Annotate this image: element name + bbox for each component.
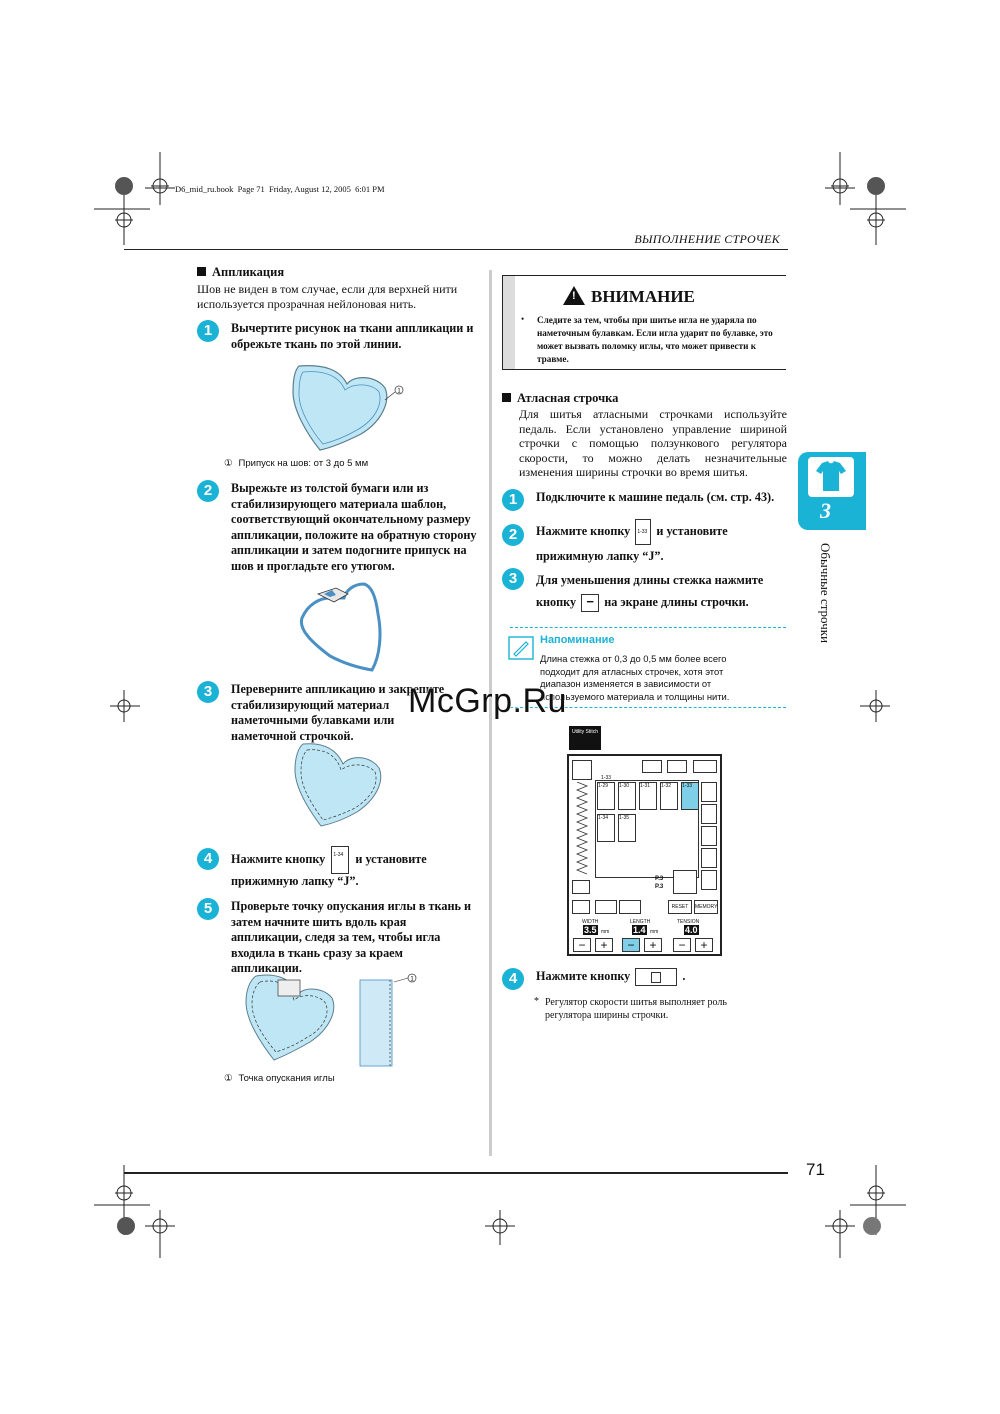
right-step-1-text: Подключите к машине педаль (см. стр. 43). xyxy=(536,490,775,504)
chapter-number: 3 xyxy=(820,498,831,523)
warning-bullet: • xyxy=(521,314,525,324)
tension-value: 4.0 xyxy=(685,925,698,935)
tension-plus-button[interactable]: + xyxy=(695,938,713,952)
caption-seam-allowance: ① Припуск на шов: от 3 до 5 мм xyxy=(224,458,369,469)
tension-minus-button[interactable]: − xyxy=(673,938,691,952)
width-minus-button[interactable]: − xyxy=(573,938,591,952)
length-minus-button[interactable]: − xyxy=(622,938,640,952)
applique-iron-illustration xyxy=(290,578,390,674)
step-4-text-before: Нажмите кнопку xyxy=(231,851,326,866)
stitch-1-29[interactable]: 1-29 xyxy=(597,782,615,810)
svg-text:1: 1 xyxy=(410,976,414,983)
width-unit: mm xyxy=(601,929,610,935)
caption-marker: ① xyxy=(224,458,233,469)
machine-screen xyxy=(567,726,722,956)
running-title: ВЫПОЛНЕНИЕ СТРОЧЕК xyxy=(634,232,780,246)
stitch-grid-frame xyxy=(595,780,699,878)
right-step-3-after: на экране длины строчки. xyxy=(604,595,749,609)
reset-button[interactable]: RESET xyxy=(668,900,692,914)
satin-intro: Для шитья атласными строчками используйте педаль. Если установлено управление шириной строчки с помощью ползункового регулятора скорости, то можно делать незначительные изменения ширины строчки во время шитья. xyxy=(519,407,787,479)
page-label-1: P.3 xyxy=(655,876,664,882)
applique-pinned-illustration xyxy=(285,740,395,835)
memo-title: Напоминание xyxy=(540,634,615,646)
footer-rule xyxy=(124,1172,788,1174)
stitch-button-1-33-icon[interactable] xyxy=(635,519,651,545)
page-label-2: P.3 xyxy=(655,884,664,890)
step-badge-1: 1 xyxy=(197,320,219,342)
step-4-text-after: и установите прижимную лапку “J”. xyxy=(231,851,427,888)
section-title-applique: Аппликация xyxy=(197,265,284,280)
stitch-category-buttonhole[interactable] xyxy=(701,848,717,868)
stitch-button-1-33-label: 1-33 xyxy=(637,529,648,535)
footnote-marker: * xyxy=(534,996,539,1007)
watermark: McGrp.Ru xyxy=(408,682,567,720)
right-step-2-after: и установите прижимную лапку “J”. xyxy=(536,523,728,563)
length-plus-button[interactable]: + xyxy=(644,938,662,952)
step-2-text: Вырежьте из толстой бумаги или из стабилизирующего материала шаблон, соответствующий окончательному размеру аппликации, положите на обратную сторону аппликации и затем подогните припуск на шов и прогладьте его утюгом. xyxy=(231,481,477,573)
square-bullet-icon xyxy=(502,393,511,402)
stitch-1-33-selected[interactable]: 1-33 xyxy=(681,782,699,810)
right-step-badge-3: 3 xyxy=(502,568,524,590)
mirror-image-icon[interactable] xyxy=(595,900,617,914)
lock-icon[interactable] xyxy=(642,760,662,773)
minus-button-icon[interactable]: − xyxy=(581,594,599,612)
twin-needle-icon[interactable] xyxy=(619,900,641,914)
step-4-text xyxy=(231,846,481,890)
svg-text:1: 1 xyxy=(397,388,401,395)
applique-cut-illustration xyxy=(285,362,415,457)
stitch-1-31[interactable]: 1-31 xyxy=(639,782,657,810)
stitch-preview-zigzag xyxy=(574,782,590,878)
length-label: LENGTH xyxy=(630,919,651,925)
speed-controller-mode-icon[interactable] xyxy=(635,968,677,986)
help-icon[interactable] xyxy=(693,760,717,773)
step-1-text: Вычертите рисунок на ткани аппликации и обрежьте ткань по этой линии. xyxy=(231,321,474,351)
caption-marker: ① xyxy=(224,1073,233,1084)
machine-settings-icon[interactable] xyxy=(667,760,687,773)
width-plus-button[interactable]: + xyxy=(595,938,613,952)
memo-top-rule xyxy=(510,627,786,628)
stitch-button-1-34-icon[interactable] xyxy=(331,846,349,874)
right-step-4-before: Нажмите кнопку xyxy=(536,969,631,983)
stitch-1-35[interactable]: 1-35 xyxy=(618,814,636,842)
applique-intro: Шов не виден в том случае, если для верхней нити используется прозрачная нейлоновая нить. xyxy=(197,282,458,311)
screen-tab-utility-stitch: Utility Stitch xyxy=(569,726,601,750)
right-step-badge-1: 1 xyxy=(502,489,524,511)
right-step-4-text xyxy=(536,966,786,986)
right-step-3-text xyxy=(536,569,786,613)
length-unit: mm xyxy=(650,929,659,935)
stitch-category-eyelet[interactable] xyxy=(701,870,717,890)
file-info: D6_mid_ru.book Page 71 Friday, August 12, 2005 6:01 PM xyxy=(175,184,385,194)
step-badge-3: 3 xyxy=(197,681,219,703)
right-step-3-before: Для уменьшения длины стежка нажмите кнопку xyxy=(536,573,764,609)
width-label: WIDTH xyxy=(582,919,599,925)
shirt-icon-svg xyxy=(808,457,854,497)
square-bullet-icon xyxy=(197,267,206,276)
warning-text: Следите за тем, чтобы при шитье игла не ударяла по наметочным булавкам. Если игла ударит по булавке, это может вызвать поломку иглы, что может привести к травме. xyxy=(537,315,773,364)
stitch-category-decorative[interactable] xyxy=(701,826,717,846)
stitch-category-zigzag[interactable] xyxy=(701,782,717,802)
warning-triangle-icon: ! xyxy=(563,286,585,305)
warning-box xyxy=(502,275,786,370)
caption-needle-drop: ① Точка опускания иглы xyxy=(224,1073,335,1084)
memo-note-icon xyxy=(508,636,534,660)
stitch-1-32[interactable]: 1-32 xyxy=(660,782,678,810)
right-step-2-text xyxy=(536,519,786,567)
shirt-icon xyxy=(808,457,854,497)
stitch-category-chevron[interactable] xyxy=(701,804,717,824)
stitch-1-30[interactable]: 1-30 xyxy=(618,782,636,810)
header-rule xyxy=(124,249,788,250)
page-number: 71 xyxy=(806,1160,825,1179)
length-value: 1.4 xyxy=(633,925,646,935)
memo-text: Длина стежка от 0,3 до 0,5 мм более всего подходит для атласных строчек, хотя этот диапазон изменяется в зависимости от используемого материала и толщины нити. xyxy=(540,653,730,702)
applique-sewing-illustration xyxy=(232,970,424,1070)
stitch-button-1-34-label: 1-34 xyxy=(333,852,344,858)
right-step-badge-2: 2 xyxy=(502,524,524,546)
step-5-text: Проверьте точку опускания иглы в ткань и затем начните шить вдоль края аппликации, следя за тем, чтобы игла входила в ткань сразу за краем аппликации. xyxy=(231,899,471,975)
right-step-badge-4: 4 xyxy=(502,968,524,990)
footnote-text: Регулятор скорости шитья выполняет роль регулятора ширины строчки. xyxy=(545,997,727,1021)
section-title-satin: Атласная строчка xyxy=(502,391,618,406)
screen-frame xyxy=(567,754,722,956)
reverse-stitch-icon[interactable] xyxy=(572,880,590,894)
presser-foot-icon[interactable] xyxy=(572,760,592,780)
width-value: 3.5 xyxy=(584,925,597,935)
page-scroll-arrow-icon[interactable] xyxy=(673,870,697,894)
step-badge-4: 4 xyxy=(197,848,219,870)
scissors-icon[interactable] xyxy=(572,900,590,914)
stitch-1-34[interactable]: 1-34 xyxy=(597,814,615,842)
warning-title: ! ВНИМАНИЕ xyxy=(563,286,695,307)
step-3-text: Переверните аппликацию и закрепите стабилизирующий материал наметочными булавками или наметочной строчкой. xyxy=(231,682,445,743)
chapter-title: Обычные строчки xyxy=(818,542,833,644)
step-badge-2: 2 xyxy=(197,480,219,502)
tension-label: TENSION xyxy=(677,919,700,925)
chapter-tab xyxy=(798,452,866,530)
step-badge-5: 5 xyxy=(197,898,219,920)
memory-button[interactable]: MEMORY xyxy=(694,900,718,914)
stitch-row-label: 1-33 xyxy=(601,775,612,781)
right-step-2-before: Нажмите кнопку xyxy=(536,523,631,538)
right-step-4-after: . xyxy=(682,969,686,983)
